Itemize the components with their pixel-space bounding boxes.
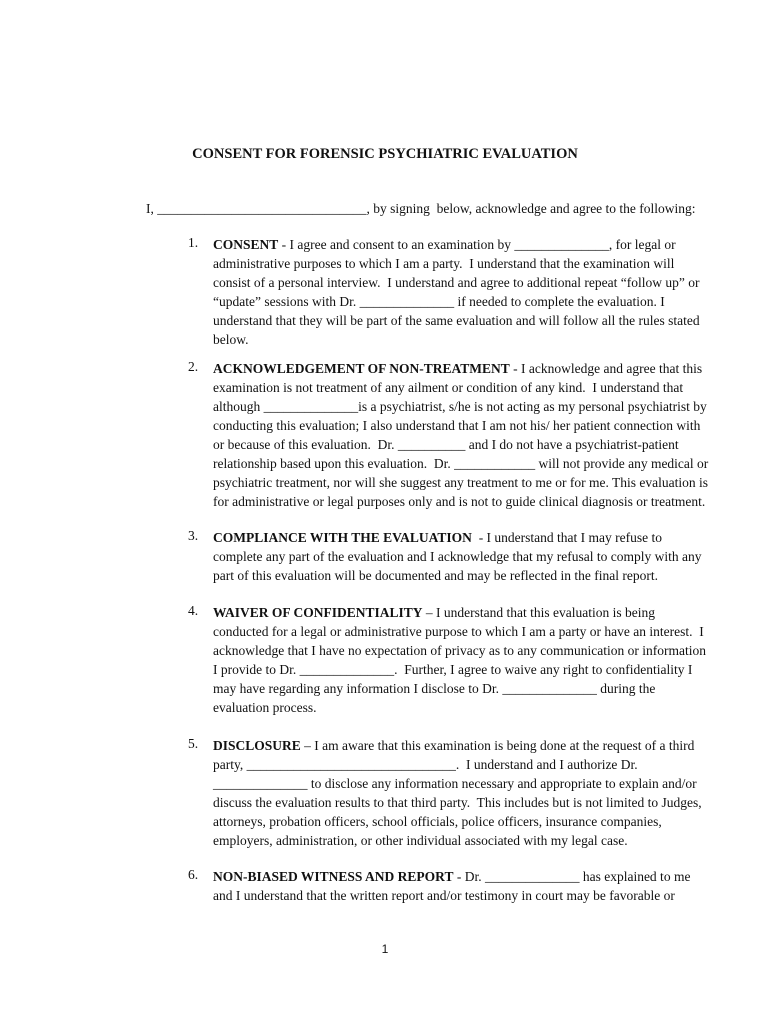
section-text: - Dr. ______________ has explained to me — [453, 869, 691, 884]
section-line: and I understand that the written report and/or testimony in court may be favorable or — [213, 888, 675, 903]
section-line: party, _______________________________. I understand and I authorize Dr. — [213, 757, 638, 772]
section-line: I provide to Dr. ______________. Further, I agree to waive any right to confidentiality I — [213, 662, 693, 677]
section-text: - I understand that I may refuse to — [471, 530, 662, 545]
section-number: 5. — [188, 736, 199, 751]
page-title: CONSENT FOR FORENSIC PSYCHIATRIC EVALUATION — [192, 146, 578, 162]
section-line: conducting this evaluation; I also understand that I am not his/ her patient connection with — [213, 418, 701, 433]
section-heading: WAIVER OF CONFIDENTIALITY — [213, 605, 423, 620]
section-line: “update” sessions with Dr. ______________ if needed to complete the evaluation. I — [213, 294, 665, 309]
section-number: 6. — [188, 867, 199, 882]
section-text: – I am aware that this examination is being done at the request of a third — [300, 738, 695, 753]
section-line: psychiatric treatment, nor will she suggest any treatment to me or for me. This evaluation is — [213, 475, 708, 490]
section-line: ______________ to disclose any information necessary and appropriate to explain and/or — [213, 776, 697, 791]
section-line: attorneys, probation officers, school officials, police officers, insurance companies, — [213, 814, 662, 829]
section-line: acknowledge that I have no expectation of privacy as to any communication or information — [213, 643, 706, 658]
section-line: evaluation process. — [213, 700, 317, 715]
section-line: or because of this evaluation. Dr. __________ and I do not have a psychiatrist-patient — [213, 437, 679, 452]
section-line: below. — [213, 332, 249, 347]
section-line: part of this evaluation will be documented and may be reflected in the final report. — [213, 568, 658, 583]
page-number: 1 — [381, 942, 389, 956]
section-line: examination is not treatment of any ailment or condition of any kind. I understand that — [213, 380, 684, 395]
section-number: 1. — [188, 235, 199, 250]
section-line: conducted for a legal or administrative purpose to which I am a party or have an interest. I — [213, 624, 704, 639]
section-line: understand that they will be part of the same evaluation and will follow all the rules stated — [213, 313, 700, 328]
section-line: may have regarding any information I disclose to Dr. ______________ during the — [213, 681, 656, 696]
section-number: 2. — [188, 359, 199, 374]
section-heading: CONSENT — [213, 237, 279, 252]
section-heading: COMPLIANCE WITH THE EVALUATION — [213, 530, 472, 545]
section-number: 4. — [188, 603, 199, 618]
section-number: 3. — [188, 528, 199, 543]
section-heading: NON-BIASED WITNESS AND REPORT — [213, 869, 454, 884]
section-line: relationship based upon this evaluation. Dr. ____________ will not provide any medical or — [213, 456, 709, 471]
section-heading: DISCLOSURE — [213, 738, 301, 753]
section-text: – I understand that this evaluation is being — [422, 605, 655, 620]
section-line: complete any part of the evaluation and I acknowledge that my refusal to comply with any — [213, 549, 702, 564]
section-text: - I agree and consent to an examination by ______________, for legal or — [278, 237, 676, 252]
section-line: administrative purposes to which I am a party. I understand that the examination will — [213, 256, 675, 271]
intro-statement: I, _______________________________, by signing below, acknowledge and agree to the following: — [146, 201, 696, 216]
section-text: - I acknowledge and agree that this — [509, 361, 703, 376]
section-line: although ______________is a psychiatrist, s/he is not acting as my personal psychiatrist by — [213, 399, 707, 414]
section-line: discuss the evaluation results to that third party. This includes but is not limited to Judges, — [213, 795, 702, 810]
section-line: employers, administration, or other individual associated with my legal case. — [213, 833, 628, 848]
section-heading: ACKNOWLEDGEMENT OF NON-TREATMENT — [213, 361, 510, 376]
section-line: for administrative or legal purposes only and is not to guide clinical diagnosis or treatment. — [213, 494, 706, 509]
section-line: consist of a personal interview. I understand and agree to additional repeat “follow up” or — [213, 275, 700, 290]
